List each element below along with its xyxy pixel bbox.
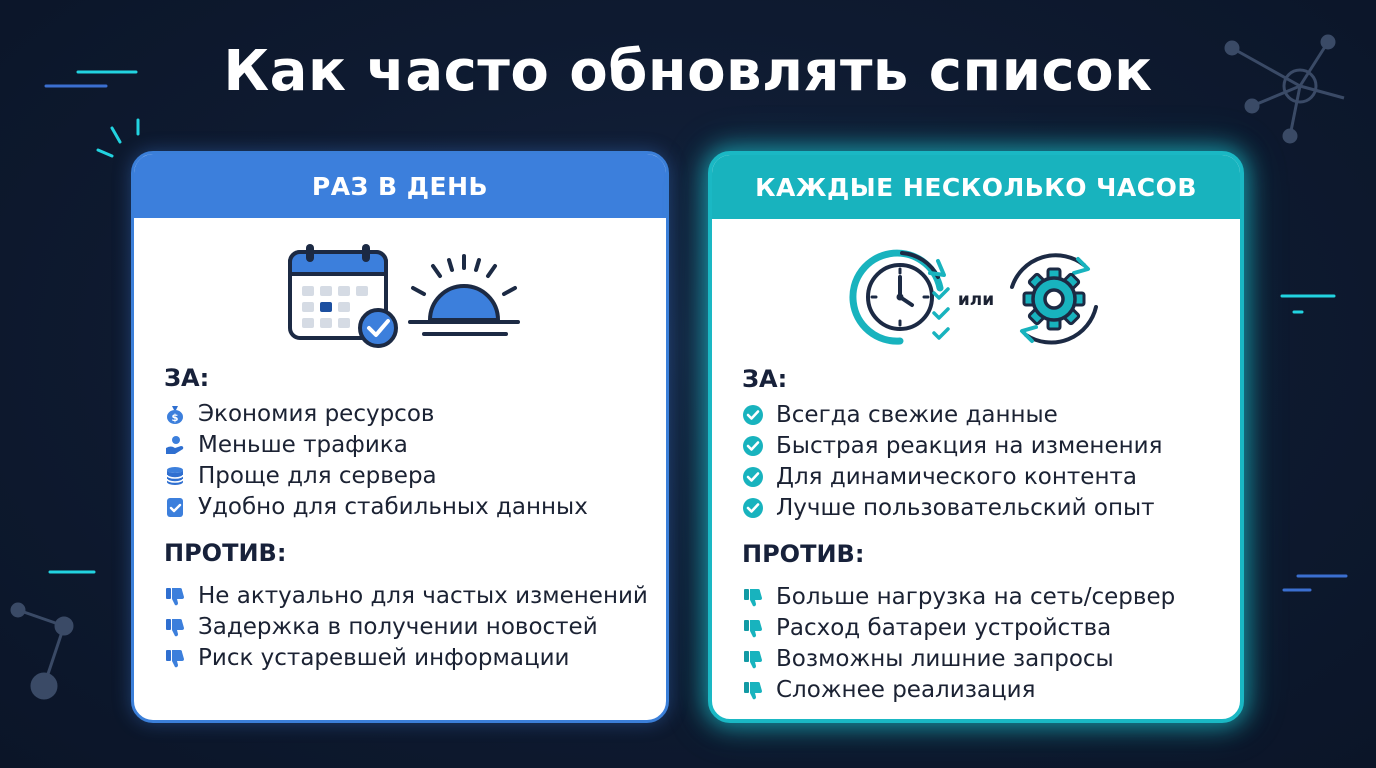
list-item	[742, 674, 1175, 705]
con-text: Расход батареи устройства	[776, 614, 1112, 641]
thumbs-down-icon	[742, 648, 764, 670]
check-circle-icon	[742, 404, 764, 426]
thumbs-down-icon	[164, 616, 186, 638]
daily-pros-list	[164, 398, 588, 522]
con-text: Возможны лишние запросы	[776, 645, 1114, 672]
list-item	[742, 581, 1175, 612]
money-bag-icon	[164, 403, 186, 425]
calendar-check-icon	[290, 244, 396, 346]
hourly-pros-list	[742, 399, 1162, 523]
hourly-card	[708, 151, 1244, 723]
hourly-cons-label: ПРОТИВ:	[742, 540, 865, 568]
con-text: Сложнее реализация	[776, 676, 1036, 703]
thumbs-down-icon	[742, 586, 764, 608]
check-circle-icon	[742, 466, 764, 488]
list-item	[742, 430, 1162, 461]
hourly-cons-list	[742, 581, 1175, 705]
pro-text: Экономия ресурсов	[198, 400, 435, 427]
document-check-icon	[164, 496, 186, 518]
daily-cons-list	[164, 580, 648, 673]
con-text: Не актуально для частых изменений	[198, 582, 648, 609]
pro-text: Меньше трафика	[198, 431, 408, 458]
daily-illustration	[134, 242, 666, 352]
list-item	[164, 580, 648, 611]
list-item	[742, 461, 1162, 492]
pro-text: Быстрая реакция на изменения	[776, 432, 1163, 459]
check-circle-icon	[742, 435, 764, 457]
list-item	[742, 643, 1175, 674]
hand-coin-icon	[164, 434, 186, 456]
checklist-icon	[934, 289, 948, 338]
database-icon	[164, 465, 186, 487]
thumbs-down-icon	[164, 585, 186, 607]
list-item	[164, 398, 588, 429]
hourly-card-header: КАЖДЫЕ НЕСКОЛЬКО ЧАСОВ	[712, 155, 1240, 219]
hourly-illustration	[712, 243, 1240, 353]
gear-refresh-icon	[1012, 255, 1096, 342]
svg-text:$: $	[171, 412, 179, 424]
pro-text: Удобно для стабильных данных	[198, 493, 588, 520]
thumbs-down-icon	[742, 617, 764, 639]
list-item	[742, 399, 1162, 430]
list-item	[164, 611, 648, 642]
pro-text: Всегда свежие данные	[776, 401, 1058, 428]
daily-card-header: РАЗ В ДЕНЬ	[134, 154, 666, 218]
daily-pros-label: ЗА:	[164, 364, 210, 392]
pro-text: Лучше пользовательский опыт	[776, 494, 1155, 521]
pro-text: Проще для сервера	[198, 462, 437, 489]
daily-cons-label: ПРОТИВ:	[164, 539, 287, 567]
list-item	[164, 460, 588, 491]
list-item	[164, 491, 588, 522]
clock-refresh-icon	[853, 253, 944, 341]
daily-card	[131, 151, 669, 723]
page-title: Как часто обновлять список	[223, 39, 1153, 104]
list-item	[164, 429, 588, 460]
thumbs-down-icon	[742, 679, 764, 701]
list-item	[164, 642, 648, 673]
list-item	[742, 492, 1162, 523]
list-item	[742, 612, 1175, 643]
con-text: Больше нагрузка на сеть/сервер	[776, 583, 1176, 610]
con-text: Риск устаревшей информации	[198, 644, 570, 671]
con-text: Задержка в получении новостей	[198, 613, 598, 640]
hourly-pros-label: ЗА:	[742, 365, 788, 393]
thumbs-down-icon	[164, 647, 186, 669]
check-circle-icon	[742, 497, 764, 519]
sunrise-icon	[410, 256, 518, 334]
or-separator: или	[957, 290, 995, 310]
pro-text: Для динамического контента	[776, 463, 1137, 490]
